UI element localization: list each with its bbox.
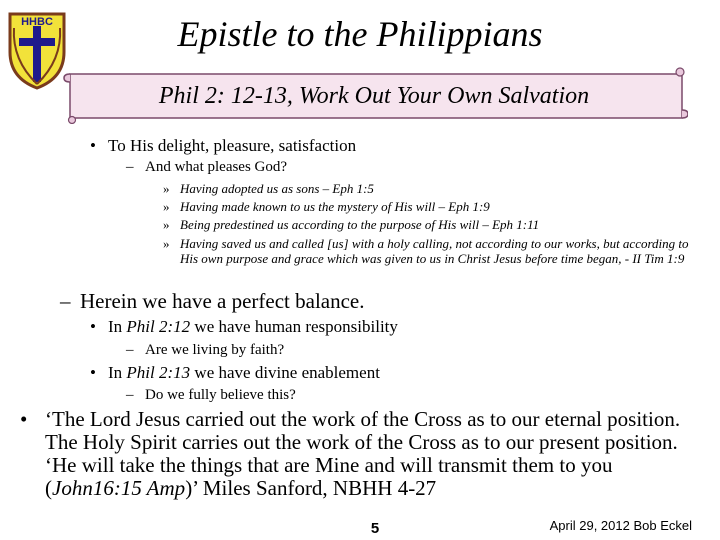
- point-adopted: Having adopted us as sons – Eph 1:5: [180, 181, 374, 196]
- page-number: 5: [370, 520, 380, 537]
- outline-item-pleases-god: And what pleases God?: [145, 159, 288, 175]
- bullet-marker: •: [90, 136, 96, 155]
- sanford-quote: ‘The Lord Jesus carried out the work of the Cross as to our eternal position. The Holy Spirit carries out the work of the Cross as to our present position. ‘He will take the things that are Mine and will transmit them to you (John16:15 Amp)’ Miles Sanford, NBHH 4-27: [45, 407, 681, 500]
- dash-marker: –: [60, 289, 71, 313]
- believe-question: Do we fully believe this?: [145, 387, 296, 403]
- logo-letters: HHBC: [21, 16, 53, 28]
- bullet-marker: •: [90, 363, 96, 382]
- scripture-ref: John16:15 Amp: [52, 476, 186, 500]
- balance-statement: Herein we have a perfect balance.: [80, 289, 365, 313]
- bullet-marker: •: [90, 317, 96, 336]
- footer-date-author: April 29, 2012 Bob Eckel: [549, 518, 692, 533]
- chevron-marker: »: [163, 217, 170, 232]
- section-title: Phil 2: 12-13, Work Out Your Own Salvation: [158, 83, 590, 109]
- dash-marker: –: [126, 342, 134, 358]
- point-saved: Having saved us and called [us] with a holy calling, not according to our works, but according to His own purpose and grace which was given to us in Christ Jesus before time began, - II Tim 1:9: [180, 236, 689, 266]
- point-mystery: Having made known to us the mystery of His will – Eph 1:9: [180, 199, 490, 214]
- chevron-marker: »: [163, 236, 170, 251]
- chevron-marker: »: [163, 199, 170, 214]
- slide-title: Epistle to the Philippians: [177, 14, 543, 54]
- dash-marker: –: [126, 387, 134, 403]
- scripture-ref: Phil 2:12: [126, 317, 191, 336]
- scripture-ref: Phil 2:13: [126, 363, 191, 382]
- dash-marker: –: [126, 159, 134, 175]
- living-by-faith-question: Are we living by faith?: [145, 342, 285, 358]
- outline-item-delight: To His delight, pleasure, satisfaction: [108, 136, 357, 155]
- divine-enablement: In Phil 2:13 we have divine enablement: [108, 363, 380, 382]
- bullet-marker: •: [20, 407, 28, 431]
- point-predestined: Being predestined us according to the purpose of His will – Eph 1:11: [180, 217, 540, 232]
- chevron-marker: »: [163, 181, 170, 196]
- human-responsibility: In Phil 2:12 we have human responsibility: [108, 317, 398, 336]
